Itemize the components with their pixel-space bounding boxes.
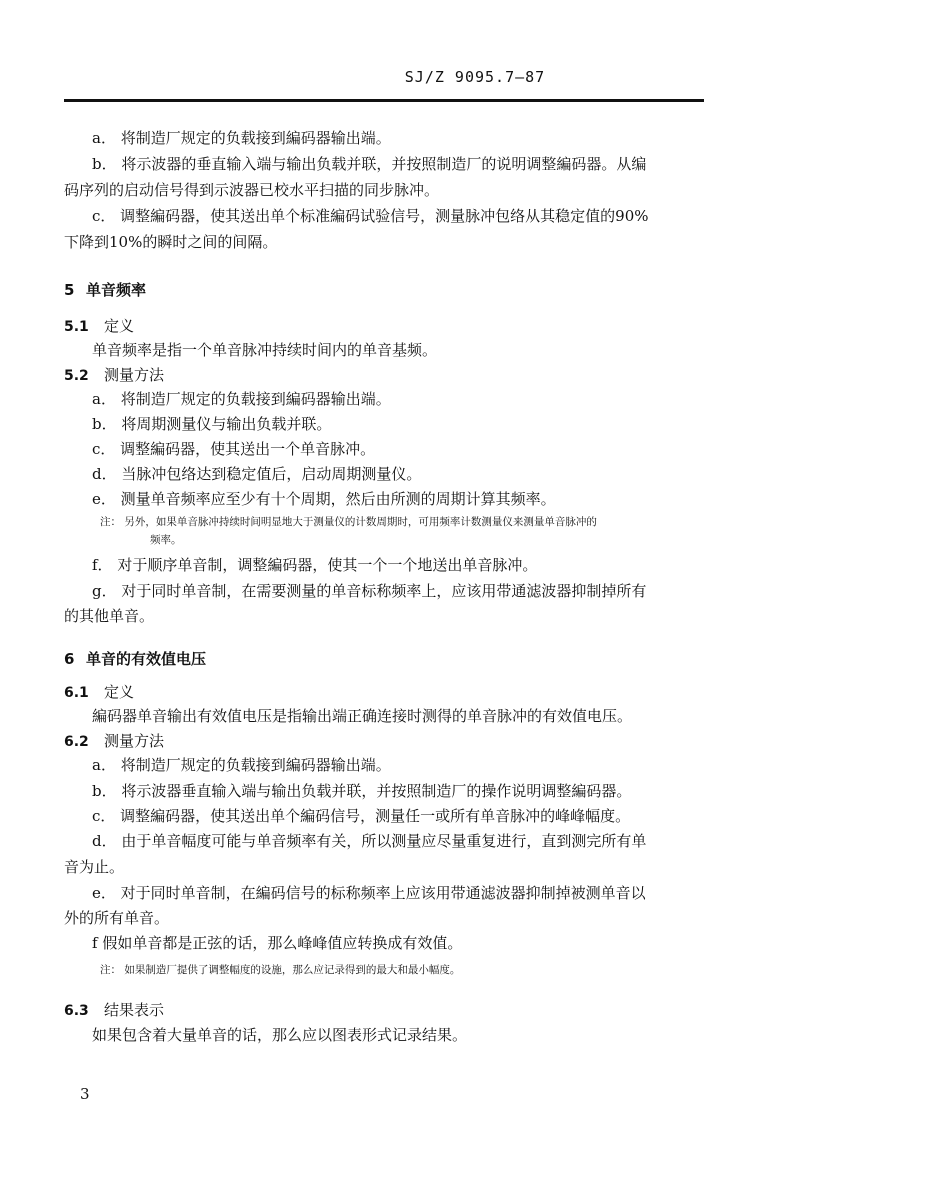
sec5-item-c: c． 调整編码器，使其送出一个单音脉冲。	[92, 440, 376, 458]
sec6-3-number: 6.3	[64, 1003, 89, 1019]
sec6-item-b: b． 将示波器垂直输入端与输出负载并联，并按照制造厂的操作说明调整編码器。	[92, 782, 632, 800]
sec6-item-f: f 假如单音都是正弦的话，那么峰峰值应转换成有效值。	[92, 934, 463, 952]
sec6-2-heading	[64, 731, 164, 752]
sec6-1-heading	[64, 682, 134, 703]
sec6-2-number: 6.2	[64, 734, 89, 750]
sec5-item-b: b． 将周期测量仪与输出负载并联。	[92, 415, 332, 433]
sec5-heading	[64, 280, 146, 300]
sec5-item-g-line1: g． 对于同时单音制，在需要测量的单音标称频率上，应该用带通滤波器抑制掉所有	[92, 582, 647, 600]
sec4-item-c-line1: c． 调整編码器，使其送出单个标准編码试验信号，测量脉冲包络从其稳定值的90%	[92, 207, 649, 225]
sec5-item-a: a． 将制造厂规定的负载接到編码器输出端。	[92, 390, 391, 408]
sec4-item-c-line2: 下降到10%的瞬时之间的间隔。	[64, 233, 278, 251]
sec6-item-d-line1: d． 由于单音幅度可能与单音频率有关，所以测量应尽量重复进行，直到测完所有单	[92, 832, 647, 850]
sec5-item-f: f． 对于顺序单音制，调整編码器，使其一个一个地送出单音脉冲。	[92, 556, 538, 574]
sec6-1-number: 6.1	[64, 685, 89, 701]
sec5-number: 5	[64, 281, 75, 299]
sec5-1-number: 5.1	[64, 319, 89, 335]
page-number: 3	[80, 1085, 90, 1103]
sec6-heading	[64, 649, 206, 669]
sec6-3-text: 如果包含着大量单音的话，那么应以图表形式记录结果。	[92, 1026, 468, 1044]
sec6-1-text: 編码器单音输出有效值电压是指输出端正确连接时测得的单音脉冲的有效值电压。	[92, 707, 633, 725]
page-header: SJ/Z 9095.7—87	[404, 68, 546, 86]
sec6-3-heading	[64, 1000, 164, 1021]
sec5-item-d: d． 当脉冲包络达到稳定值后，启动周期测量仪。	[92, 465, 422, 483]
sec4-item-b-line2: 码序列的启动信号得到示波器已校水平扫描的同步脉冲。	[64, 181, 440, 199]
sec5-1-heading	[64, 316, 134, 337]
sec6-1-title: 定义	[104, 683, 135, 701]
sec5-2-number: 5.2	[64, 368, 89, 384]
sec6-item-a: a． 将制造厂规定的负载接到編码器输出端。	[92, 756, 391, 774]
sec5-item-g-line2: 的其他单音。	[64, 607, 155, 625]
sec5-2-heading	[64, 365, 164, 386]
sec4-item-b-line1: b． 将示波器的垂直输入端与输出负载并联，并按照制造厂的说明调整編码器。从编	[92, 155, 647, 173]
sec5-2-title: 测量方法	[104, 366, 165, 384]
sec6-title: 单音的有效值电压	[86, 650, 207, 668]
sec6-2-title: 测量方法	[104, 732, 165, 750]
header-rule	[64, 99, 704, 102]
sec5-item-e: e． 测量单音频率应至少有十个周期，然后由所测的周期计算其频率。	[92, 490, 556, 508]
sec6-note: 注： 如果制造厂提供了调整幅度的设施，那么应记录得到的最大和最小幅度。	[100, 964, 461, 976]
sec5-note-line2: 频率。	[150, 534, 182, 546]
sec6-item-d-line2: 音为止。	[64, 858, 125, 876]
sec5-1-text: 单音频率是指一个单音脉冲持续时间内的单音基频。	[92, 341, 438, 359]
sec5-title: 单音频率	[86, 281, 147, 299]
sec5-1-title: 定义	[104, 317, 135, 335]
sec6-number: 6	[64, 650, 75, 668]
sec6-item-e-line1: e． 对于同时单音制，在編码信号的标称频率上应该用带通滤波器抑制掉被测单音以	[92, 884, 646, 902]
sec4-item-a: a． 将制造厂规定的负载接到編码器输出端。	[92, 129, 391, 147]
sec5-note-line1: 注： 另外，如果单音脉冲持续时间明显地大于测量仪的计数周期时，可用频率计数测量仪来测量单音脉冲的	[100, 516, 597, 528]
sec6-3-title: 结果表示	[104, 1001, 165, 1019]
sec6-item-c: c． 调整編码器，使其送出单个編码信号，测量任一或所有单音脉冲的峰峰幅度。	[92, 807, 631, 825]
sec6-item-e-line2: 外的所有单音。	[64, 909, 170, 927]
